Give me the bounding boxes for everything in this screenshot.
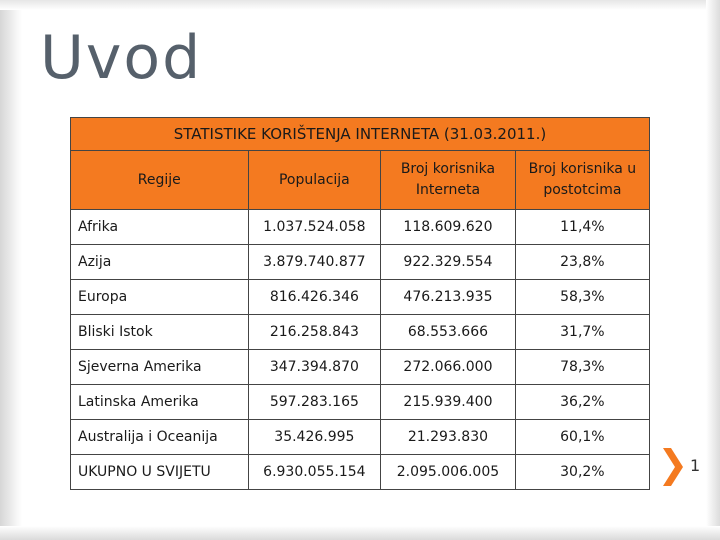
percentage-cell: 60,1% — [515, 420, 649, 455]
header-population: Populacija — [248, 151, 381, 210]
percentage-cell: 36,2% — [515, 385, 649, 420]
percentage-cell: 31,7% — [515, 315, 649, 350]
internet-statistics-table — [70, 117, 650, 490]
table-row — [71, 385, 650, 420]
table-row — [71, 210, 650, 245]
users-cell: 68.553.666 — [381, 315, 516, 350]
table-row — [71, 245, 650, 280]
percentage-cell: 58,3% — [515, 280, 649, 315]
table-row — [71, 280, 650, 315]
users-cell: 922.329.554 — [381, 245, 516, 280]
users-cell: 476.213.935 — [381, 280, 516, 315]
users-cell: 272.066.000 — [381, 350, 516, 385]
percentage-cell: 30,2% — [515, 455, 649, 490]
population-cell: 6.930.055.154 — [248, 455, 381, 490]
population-cell: 216.258.843 — [248, 315, 381, 350]
region-cell: Azija — [71, 245, 249, 280]
population-cell: 1.037.524.058 — [248, 210, 381, 245]
slide-bottom-shadow — [0, 526, 720, 540]
table-row — [71, 420, 650, 455]
table-header-row — [71, 151, 650, 210]
population-cell: 3.879.740.877 — [248, 245, 381, 280]
header-internet-users: Broj korisnika Interneta — [381, 151, 516, 210]
slide-title: Uvod — [40, 23, 203, 93]
region-cell: Australija i Oceanija — [71, 420, 249, 455]
region-cell: Afrika — [71, 210, 249, 245]
table-row-total — [71, 455, 650, 490]
users-cell: 118.609.620 — [381, 210, 516, 245]
percentage-cell: 78,3% — [515, 350, 649, 385]
table-row — [71, 350, 650, 385]
percentage-cell: 23,8% — [515, 245, 649, 280]
users-cell: 215.939.400 — [381, 385, 516, 420]
region-cell: Bliski Istok — [71, 315, 249, 350]
slide-top-shadow — [0, 0, 720, 10]
region-cell: UKUPNO U SVIJETU — [71, 455, 249, 490]
table-row — [71, 315, 650, 350]
header-regions: Regije — [71, 151, 249, 210]
users-cell: 2.095.006.005 — [381, 455, 516, 490]
region-cell: Latinska Amerika — [71, 385, 249, 420]
table-caption: STATISTIKE KORIŠTENJA INTERNETA (31.03.2011.) — [71, 118, 650, 151]
population-cell: 816.426.346 — [248, 280, 381, 315]
header-user-percentage: Broj korisnika u postotcima — [515, 151, 649, 210]
population-cell: 35.426.995 — [248, 420, 381, 455]
population-cell: 597.283.165 — [248, 385, 381, 420]
region-cell: Europa — [71, 280, 249, 315]
table-caption-row — [71, 118, 650, 151]
slide-left-shadow — [0, 0, 22, 540]
slide-number-chevron-icon — [663, 448, 683, 486]
percentage-cell: 11,4% — [515, 210, 649, 245]
region-cell: Sjeverna Amerika — [71, 350, 249, 385]
slide-number: 1 — [690, 456, 701, 475]
population-cell: 347.394.870 — [248, 350, 381, 385]
users-cell: 21.293.830 — [381, 420, 516, 455]
slide-right-shadow — [706, 0, 720, 540]
